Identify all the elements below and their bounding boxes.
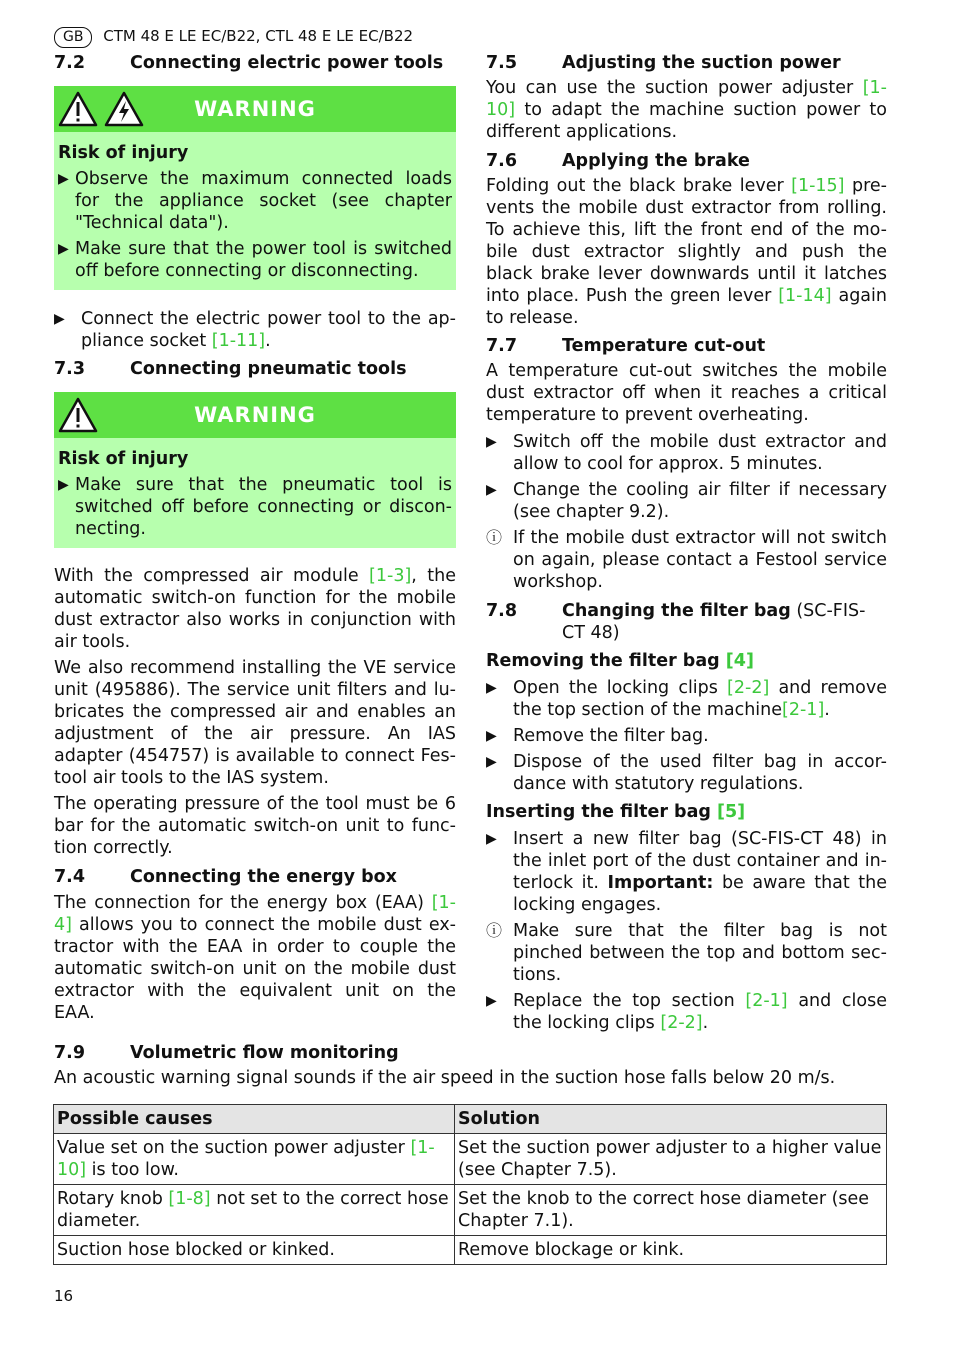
section-7-7-title: 7.7 Temperature cut-out bbox=[486, 336, 766, 356]
step-connect-power-tool: ▶ Connect the electric power tool to the ap-pliance socket [1-11]. bbox=[54, 309, 456, 351]
reference-link: [1-15] bbox=[791, 176, 845, 196]
table-row bbox=[54, 1134, 887, 1185]
reference-link: [1-11] bbox=[211, 331, 266, 351]
bullet-arrow-icon: ▶ bbox=[486, 728, 497, 744]
info-icon: ⓘ bbox=[486, 528, 503, 547]
info-icon: ⓘ bbox=[486, 921, 503, 940]
warning-item: ▶ Make sure that the power tool is switched off before connecting or disconnecting. bbox=[58, 239, 452, 281]
warning-item: ▶ Make sure that the pneumatic tool is switched off before connecting or discon-necting. bbox=[58, 475, 452, 539]
section-7-8-body: Removing the filter bag [4] ▶ Open the locking clips [2-2] and remove the top section of the machine[2-1]. ▶ Remove the filter bag. ▶ Dispose of the used filter bag in accor-dance with statutory regulations. Inserting the filter bag [5] ▶ Insert a new filter bag (SC-FIS-CT 48) in the inlet port of the dust container and in-terlock it. Important: be aware that the locking engages. ⓘ Make sure that the filter bag is not pinched between the top and bottom sec-tions. ▶ Replace the top section [2-1] and close the locking clips [2-2]. bbox=[486, 651, 888, 1033]
table-cell: Remove blockage or kink. bbox=[455, 1236, 887, 1265]
section-7-8-title: 7.8 Changing the filter bag (SC-FIS-CT 48) bbox=[486, 601, 866, 643]
column-header: Solution bbox=[455, 1105, 887, 1134]
bullet-arrow-icon: ▶ bbox=[486, 434, 497, 450]
bullet-arrow-icon: ▶ bbox=[58, 171, 69, 187]
bullet-arrow-icon: ▶ bbox=[486, 482, 497, 498]
table-header-row bbox=[54, 1105, 887, 1134]
bullet-arrow-icon: ▶ bbox=[58, 241, 69, 257]
risk-heading: Risk of injury bbox=[58, 449, 189, 469]
section-7-6-title: 7.6 Applying the brake bbox=[486, 151, 750, 171]
table-cell: Rotary knob [1-8] not set to the correct hose diameter. bbox=[54, 1185, 455, 1236]
table-cell: Set the knob to the correct hose diameter (see Chapter 7.1). bbox=[455, 1185, 887, 1236]
bullet-arrow-icon: ▶ bbox=[486, 993, 497, 1009]
risk-heading: Risk of injury bbox=[58, 143, 189, 163]
section-7-4-title: 7.4 Connecting the energy box bbox=[54, 867, 397, 887]
page-header bbox=[54, 25, 413, 48]
language-badge: GB bbox=[54, 27, 92, 48]
warning-item: ▶ Observe the maximum connected loads for the appliance socket (see chapter "Technical data"). bbox=[58, 169, 452, 233]
reference-link: [1-3] bbox=[369, 566, 412, 586]
table-row bbox=[54, 1236, 887, 1265]
reference-link: [1-14] bbox=[778, 286, 832, 306]
table-row bbox=[54, 1185, 887, 1236]
table-cell: Set the suction power adjuster to a higher value (see Chapter 7.5). bbox=[455, 1134, 887, 1185]
bullet-arrow-icon: ▶ bbox=[486, 831, 497, 847]
section-7-3-title: 7.3 Connecting pneumatic tools bbox=[54, 359, 407, 379]
section-7-5-title: 7.5 Adjusting the suction power bbox=[486, 53, 841, 73]
section-7-9-title: 7.9 Volumetric flow monitoring bbox=[54, 1043, 399, 1063]
column-header: Possible causes bbox=[54, 1105, 455, 1134]
flow-monitoring-table bbox=[53, 1104, 887, 1265]
reference-link: [1-10] bbox=[486, 78, 887, 120]
warning-box-7-2 bbox=[54, 86, 456, 290]
table-cell: Value set on the suction power adjuster [1-10] is too low. bbox=[54, 1134, 455, 1185]
bullet-arrow-icon: ▶ bbox=[486, 680, 497, 696]
section-7-4-body: The connection for the energy box (EAA) [1-4] allows you to connect the mobile dust ex-tractor with the EAA in order to couple the automatic switch-on unit on the mobile dust extractor with the equivalent unit on the EAA. bbox=[54, 893, 456, 1023]
model-name: CTM 48 E LE EC/B22, CTL 48 E LE EC/B22 bbox=[103, 27, 414, 45]
page-number: 16 bbox=[54, 1287, 74, 1305]
bullet-arrow-icon: ▶ bbox=[54, 311, 65, 327]
section-7-6-body: Folding out the black brake lever [1-15] pre-vents the mobile dust extractor from rolling. To achieve this, lift the front end of the mo-bile dust extractor slightly and push the black brake lever downwards until it latches into place. Push the green lever [1-14] again to release. bbox=[486, 176, 887, 328]
reference-link: [4] bbox=[725, 651, 754, 671]
warning-label: WARNING bbox=[194, 97, 316, 121]
warning-header bbox=[54, 392, 456, 438]
warning-box-7-3 bbox=[54, 392, 456, 548]
reference-link: [5] bbox=[717, 802, 746, 822]
section-7-7-body: A temperature cut-out switches the mobile dust extractor off when it reaches a critical temperature to prevent overheating. ▶ Switch off the mobile dust extractor and allow to cool for approx. 5 minutes. ▶ Change the cooling air filter if necessary (see chapter 9.2). ⓘ If the mobile dust extractor will not switch on again, please contact a Festool service workshop. bbox=[486, 361, 887, 592]
table-cell: Suction hose blocked or kinked. bbox=[54, 1236, 455, 1265]
section-7-2-title: 7.2 Connecting electric power tools bbox=[54, 53, 444, 73]
section-7-5-body: You can use the suction power adjuster [1-10] to adapt the machine suction power to different applications. bbox=[486, 78, 887, 142]
warning-label: WARNING bbox=[194, 403, 316, 427]
section-7-9-body: An acoustic warning signal sounds if the air speed in the suction hose falls below 20 m/s. bbox=[54, 1068, 836, 1088]
reference-link: [1-4] bbox=[54, 893, 456, 935]
section-7-3-body: With the compressed air module [1-3], the automatic switch-on function for the mobile dust extractor also works in conjunction with air tools. We also recommend installing the VE service unit (495886). The service unit filters and lu-bricates the compressed air and enables an adjustment of the air pressure. An IAS adapter (454757) is available to connect Fes-tool air tools to the IAS system. The operating pressure of the tool must be 6 bar for the automatic switch-on unit to func-tion correctly. bbox=[54, 566, 456, 858]
bullet-arrow-icon: ▶ bbox=[58, 477, 69, 493]
warning-header bbox=[54, 86, 456, 132]
bullet-arrow-icon: ▶ bbox=[486, 754, 497, 770]
